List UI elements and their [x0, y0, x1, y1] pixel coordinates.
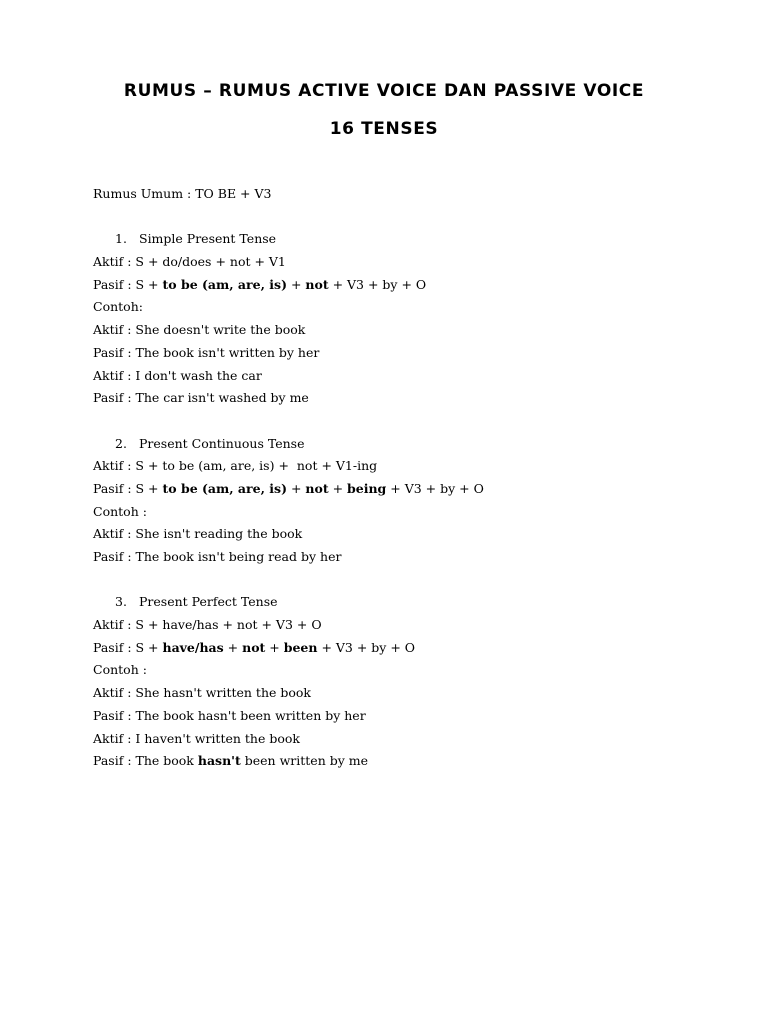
section-heading	[93, 591, 733, 614]
example-line: Pasif : The car isn't washed by me	[93, 390, 309, 406]
aktif-formula: Aktif : S + have/has + not + V3 + O	[93, 617, 322, 633]
section-heading	[93, 228, 733, 251]
section-number: 3.	[115, 594, 127, 610]
general-formula: Rumus Umum : TO BE + V3	[93, 186, 272, 201]
document-body	[93, 183, 733, 773]
example-line: Aktif : She isn't reading the book	[93, 526, 303, 542]
example-line: Aktif : I don't wash the car	[93, 367, 262, 383]
contoh-label: Contoh:	[93, 299, 143, 315]
example-line: Pasif : The book hasn't been written by me	[93, 753, 369, 769]
pasif-formula: Pasif : S + to be (am, are, is) + not + V3 + by + O	[93, 276, 427, 292]
pasif-formula: Pasif : S + to be (am, are, is) + not + being + V3 + by + O	[93, 480, 484, 496]
example-line: Aktif : She doesn't write the book	[93, 322, 306, 338]
example-line: Pasif : The book hasn't been written by her	[93, 707, 366, 723]
section-title: Present Continuous Tense	[139, 435, 305, 451]
aktif-formula: Aktif : S + to be (am, are, is) + not + V1-ing	[93, 458, 378, 474]
section-number: 2.	[115, 435, 127, 451]
example-line: Aktif : She hasn't written the book	[93, 685, 312, 701]
pasif-formula: Pasif : S + have/has + not + been + V3 + by + O	[93, 639, 416, 655]
document-title: RUMUS – RUMUS ACTIVE VOICE DAN PASSIVE VOICE	[123, 81, 645, 101]
section-heading	[93, 433, 733, 456]
contoh-label: Contoh :	[93, 503, 147, 519]
section-number: 1.	[115, 231, 127, 247]
aktif-formula: Aktif : S + do/does + not + V1	[93, 254, 286, 270]
document-subtitle: 16 TENSES	[329, 119, 439, 139]
example-line: Pasif : The book isn't being read by her	[93, 549, 342, 564]
section-title: Simple Present Tense	[139, 231, 277, 247]
contoh-label: Contoh :	[93, 662, 147, 678]
example-line: Aktif : I haven't written the book	[93, 730, 300, 746]
example-line: Pasif : The book isn't written by her	[93, 344, 320, 360]
section-title: Present Perfect Tense	[139, 594, 278, 610]
